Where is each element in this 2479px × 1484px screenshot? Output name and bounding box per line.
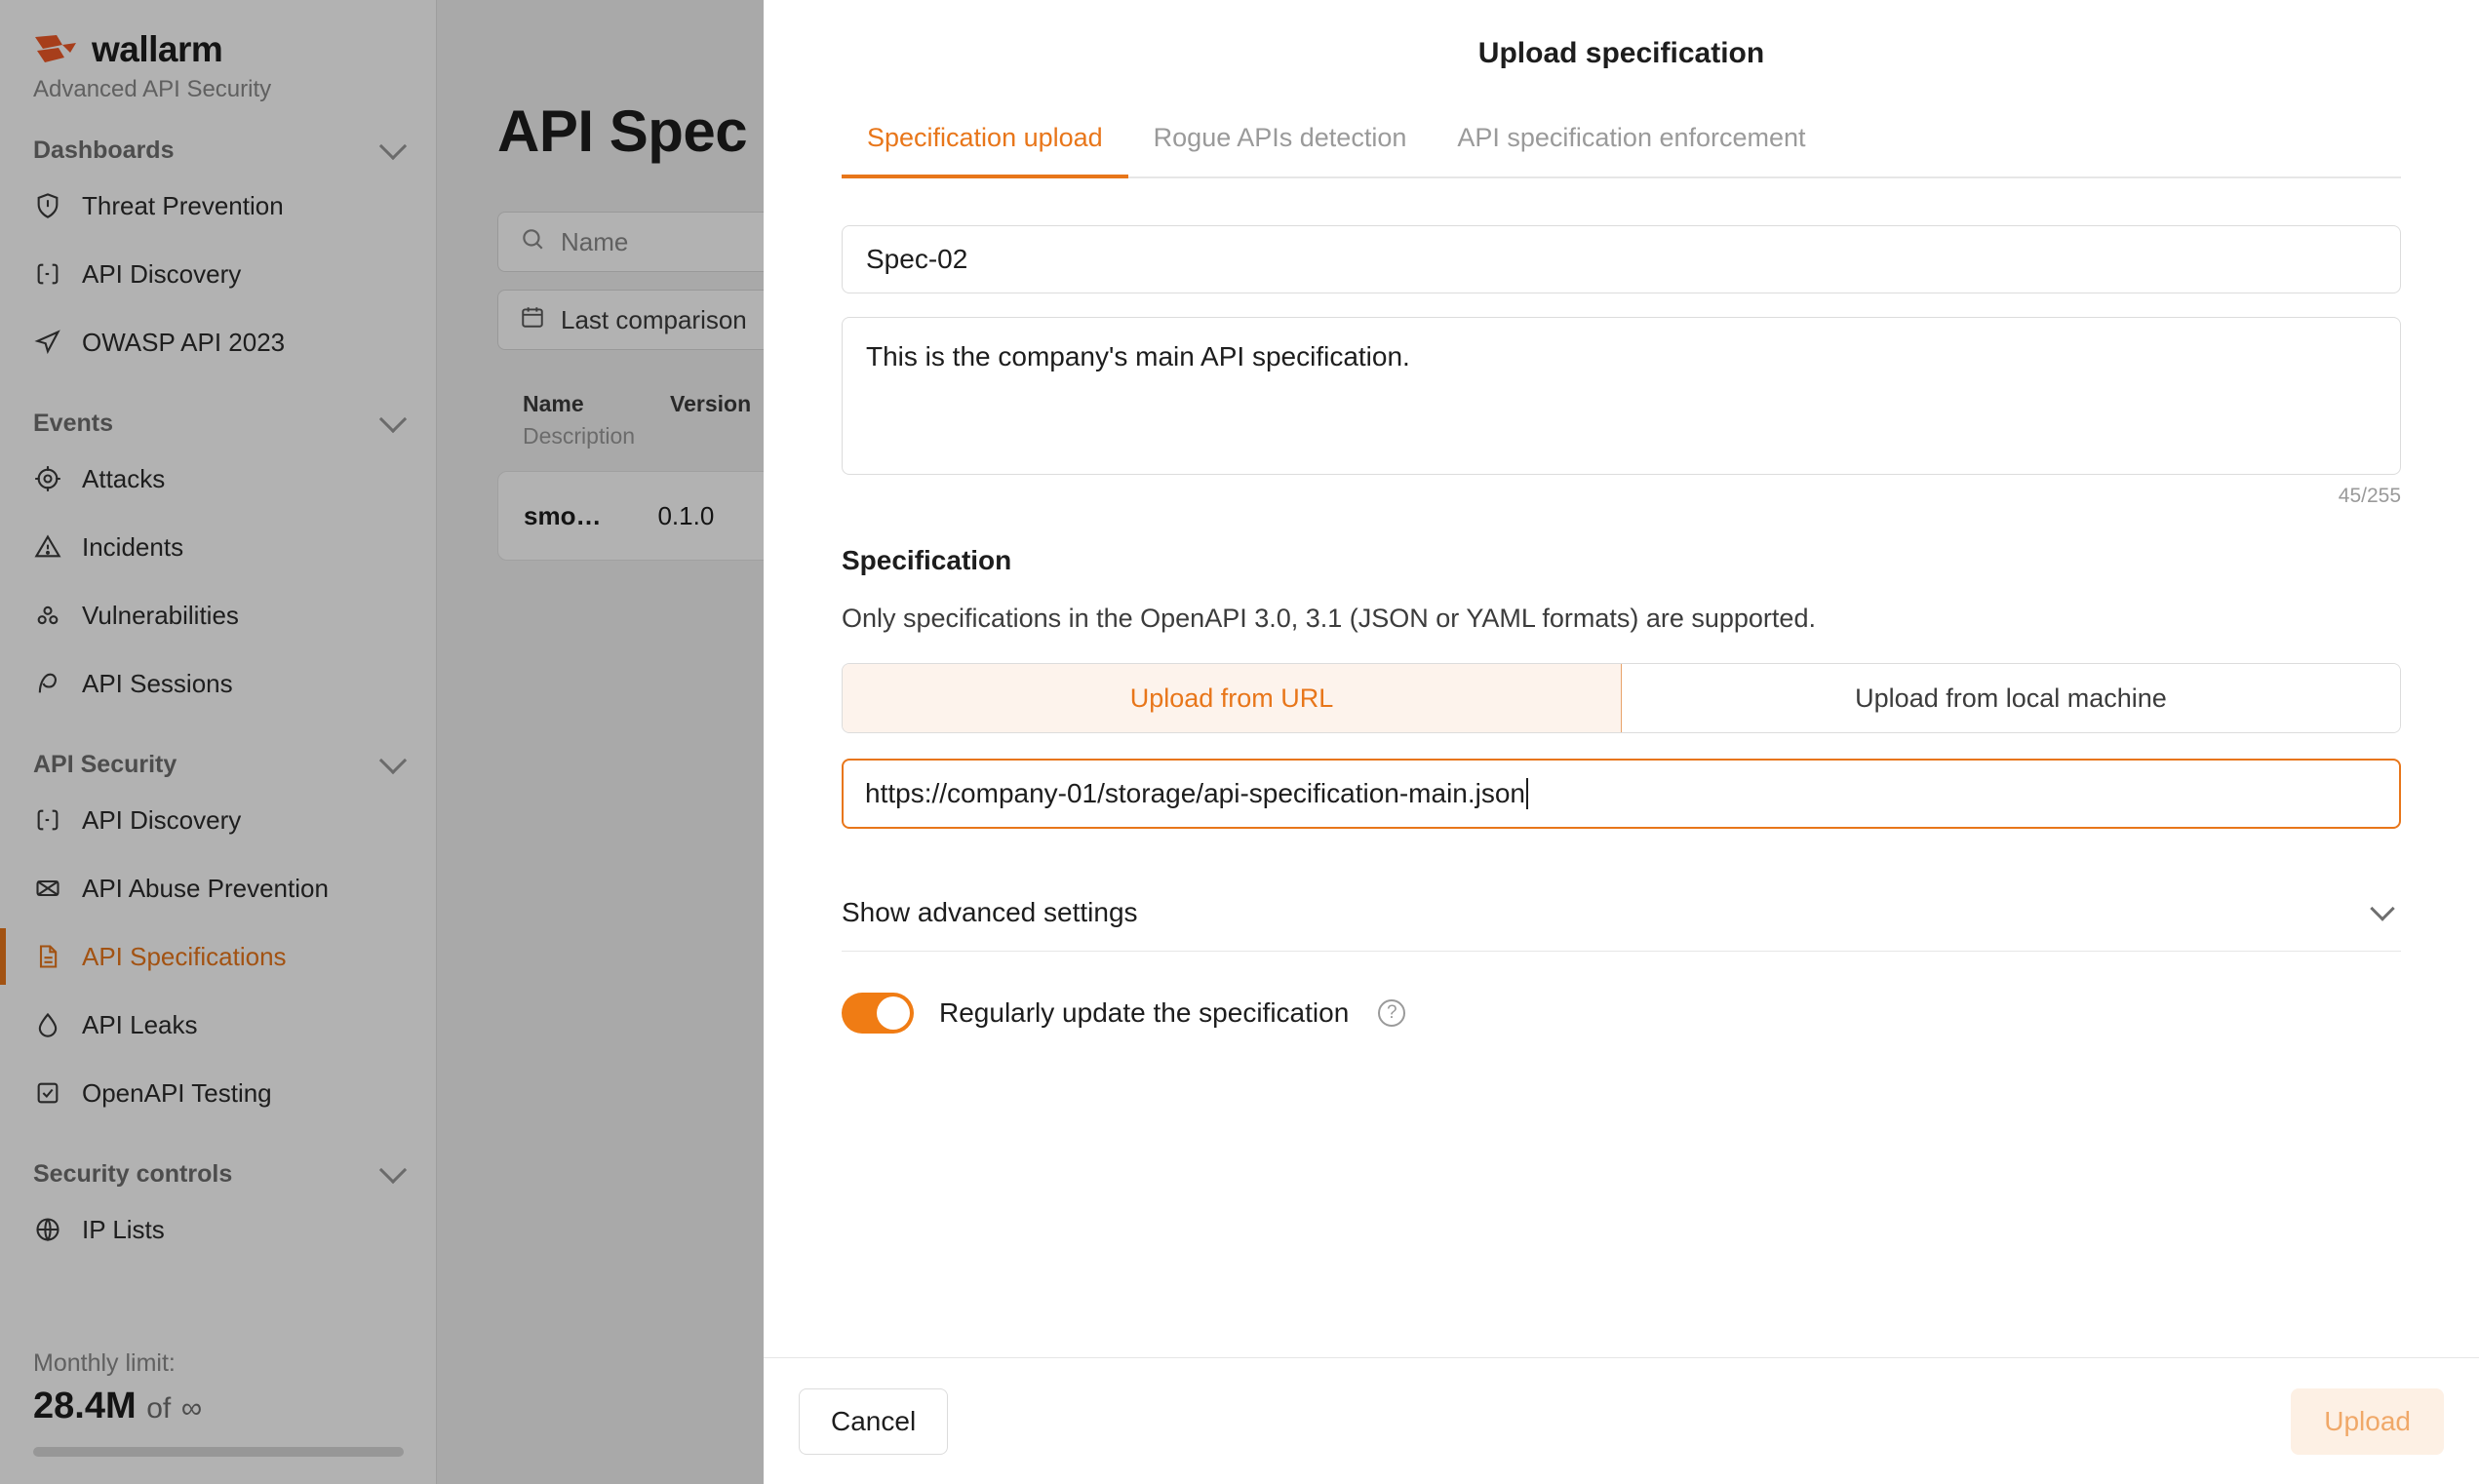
limit-of: of <box>146 1392 172 1425</box>
sidebar-item-label: Vulnerabilities <box>82 600 239 630</box>
sidebar-group-label: API Security <box>33 750 177 778</box>
page-title: API Spec <box>497 98 748 164</box>
limit-max: ∞ <box>180 1392 203 1425</box>
upload-specification-modal <box>764 0 2479 1484</box>
advanced-settings-label: Show advanced settings <box>842 896 1138 927</box>
column-subheader-description: Description <box>523 423 636 449</box>
description-char-counter: 45/255 <box>2338 485 2401 507</box>
sidebar-item-label: API Abuse Prevention <box>82 873 329 903</box>
column-header-name: Name <box>523 391 584 416</box>
chevron-down-icon <box>2370 896 2394 920</box>
sidebar-item-label: API Specifications <box>82 941 287 971</box>
sidebar-group-label: Security controls <box>33 1159 233 1188</box>
specification-section-description: Only specifications in the OpenAPI 3.0, 3.1 (JSON or YAML formats) are supported. <box>842 604 1816 633</box>
sidebar-item-label: OpenAPI Testing <box>82 1077 272 1108</box>
sidebar-item-label: API Sessions <box>82 668 233 698</box>
modal-body <box>764 107 2479 1357</box>
sidebar-group-label: Events <box>33 409 113 437</box>
row-name: smo… <box>524 500 602 530</box>
column-header-version: Version <box>670 391 752 416</box>
search-placeholder-text: Name <box>561 226 629 256</box>
sidebar-item-label: IP Lists <box>82 1214 165 1244</box>
sidebar-item-label: Attacks <box>82 463 166 493</box>
sidebar-group-label: Dashboards <box>33 136 175 164</box>
spec-description-textarea[interactable] <box>842 317 2401 475</box>
toggle-knob <box>877 996 910 1030</box>
text-caret <box>1526 778 1528 809</box>
filter-label: Last comparison <box>561 304 747 334</box>
spec-description-value: This is the company's main API specification. <box>866 341 1410 371</box>
tab-specification-upload[interactable]: Specification upload <box>842 107 1128 176</box>
tab-api-specification-enforcement[interactable]: API specification enforcement <box>1457 123 1806 152</box>
sidebar-item-label: Threat Prevention <box>82 190 284 220</box>
specification-section-title: Specification <box>842 545 1012 575</box>
segment-upload-from-url[interactable]: Upload from URL <box>843 664 1622 732</box>
sidebar-item-label: API Discovery <box>82 258 242 289</box>
upload-button[interactable]: Upload <box>2291 1388 2444 1455</box>
monthly-limit-label: Monthly limit: <box>33 1349 176 1377</box>
upload-source-segmented-control <box>842 663 2401 733</box>
sidebar-item-label: OWASP API 2023 <box>82 327 286 357</box>
brand-tagline: Advanced API Security <box>33 76 272 102</box>
sidebar-item-label: API Discovery <box>82 804 242 835</box>
regular-update-row <box>842 993 2401 1034</box>
regularly-update-toggle[interactable] <box>842 993 914 1034</box>
regularly-update-label: Regularly update the specification <box>939 997 1350 1028</box>
tab-rogue-apis-detection[interactable]: Rogue APIs detection <box>1153 123 1407 152</box>
help-icon[interactable]: ? <box>1378 999 1405 1027</box>
spec-name-input[interactable] <box>842 225 2401 293</box>
sidebar-item-label: Incidents <box>82 531 184 562</box>
segment-upload-from-local-machine[interactable]: Upload from local machine <box>1622 664 2400 732</box>
limit-number: 28.4M <box>33 1386 137 1426</box>
spec-name-value: Spec-02 <box>866 244 968 274</box>
row-version: 0.1.0 <box>657 500 715 530</box>
modal-tabs <box>842 107 2401 178</box>
brand-name: wallarm <box>92 29 223 69</box>
show-advanced-settings-toggle[interactable] <box>842 874 2401 952</box>
modal-footer <box>764 1357 2479 1484</box>
cancel-button[interactable]: Cancel <box>799 1388 948 1455</box>
spec-url-value: https://company-01/storage/api-specification-main.json <box>865 778 1526 808</box>
spec-url-input[interactable] <box>842 759 2401 829</box>
sidebar-item-label: API Leaks <box>82 1009 198 1039</box>
modal-title: Upload specification <box>1477 37 1765 69</box>
